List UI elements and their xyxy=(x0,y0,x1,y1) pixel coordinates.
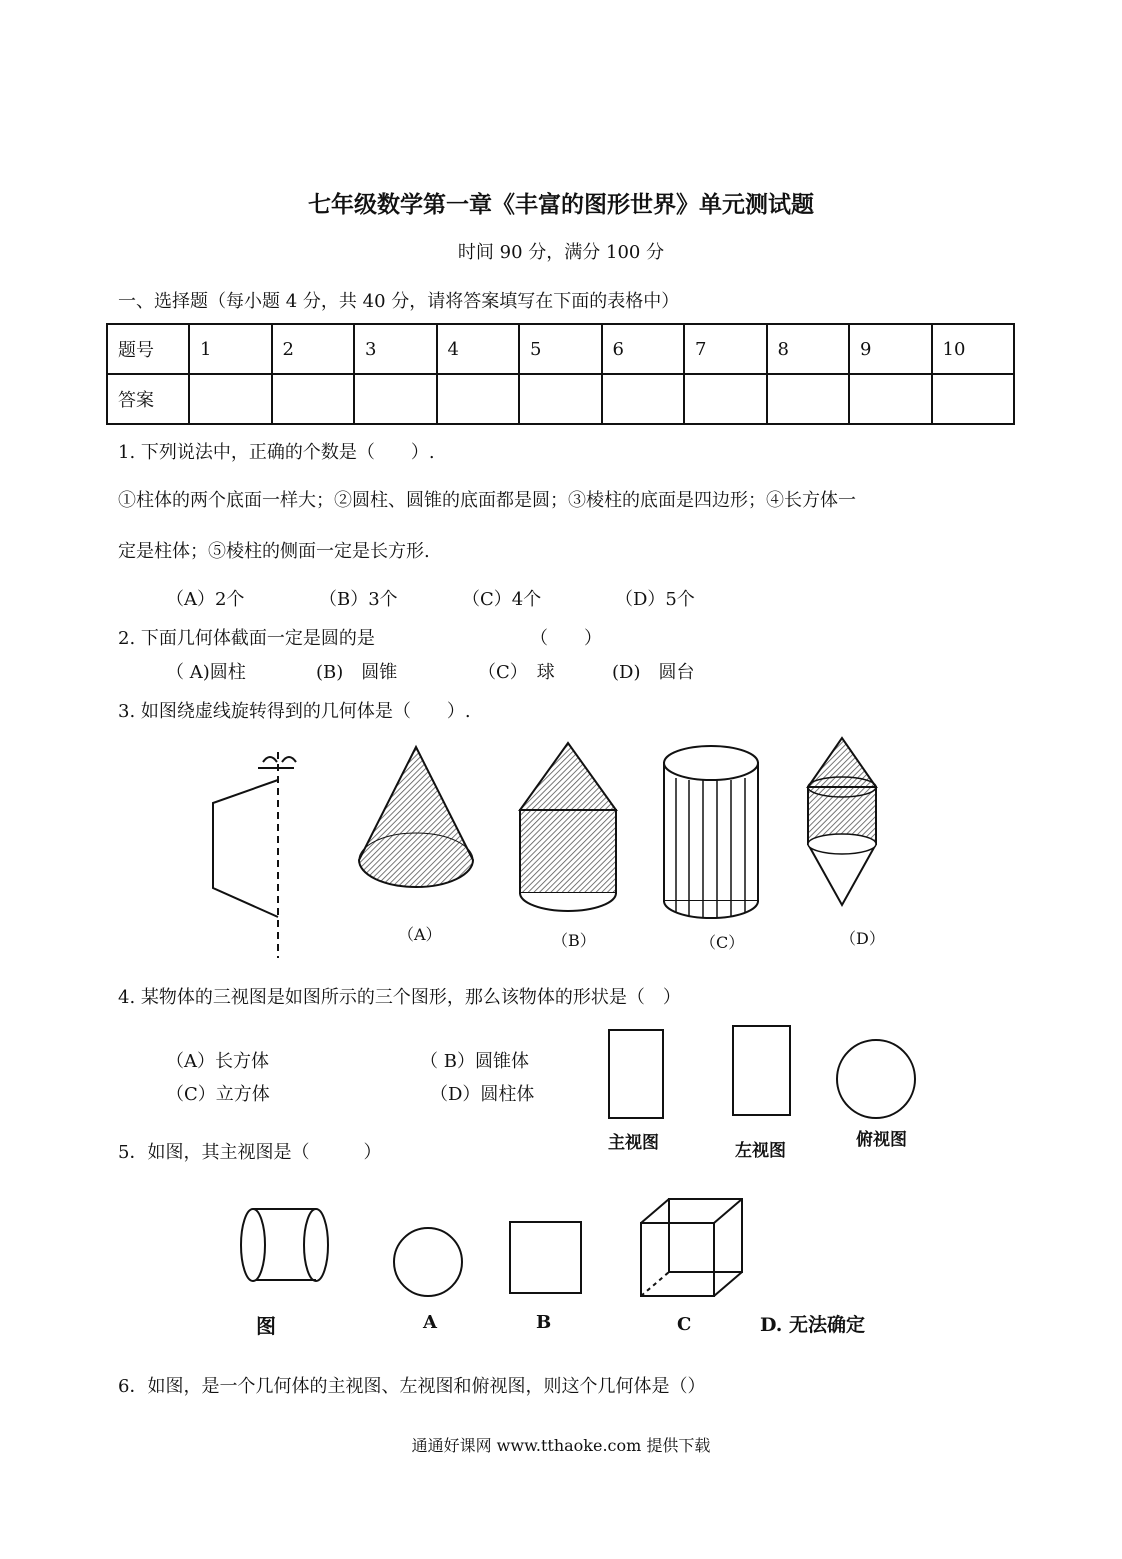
q4-option-c: （C）立方体 xyxy=(166,1084,270,1105)
q2-option-a: （ A)圆柱 xyxy=(166,662,246,683)
q2-option-d: (D) 圆台 xyxy=(612,662,695,683)
question-number: 4 xyxy=(437,324,520,374)
q2-answer-paren: （ ） xyxy=(530,628,602,649)
q3-caption-a: （A） xyxy=(398,925,442,944)
q1-option-c: （C）4个 xyxy=(462,589,542,610)
q5-label-a: A xyxy=(423,1312,437,1333)
question-number: 8 xyxy=(767,324,850,374)
page-title: 七年级数学第一章《丰富的图形世界》单元测试题 xyxy=(308,192,814,218)
row-header: 题号 xyxy=(107,324,189,374)
q5-label-c: C xyxy=(677,1314,692,1335)
q3-caption-c: （C） xyxy=(700,933,745,952)
q5-label-d: D. 无法确定 xyxy=(760,1314,866,1336)
q5-option-c-cube xyxy=(641,1199,742,1296)
q1-statements-line2: 定是柱体；⑤棱柱的侧面一定是长方形. xyxy=(118,541,430,562)
q4-option-b: （ B）圆锥体 xyxy=(420,1051,529,1072)
q1-stem: 1. 下列说法中，正确的个数是（ ）. xyxy=(118,442,435,463)
question-number: 2 xyxy=(272,324,355,374)
page-footer: 通通好课网 www.tthaoke.com 提供下载 xyxy=(411,1436,711,1455)
q1-option-d: （D）5个 xyxy=(615,589,695,610)
section-heading: 一、选择题（每小题 4 分，共 40 分，请将答案填写在下面的表格中） xyxy=(118,291,680,312)
q4-stem: 4. 某物体的三视图是如图所示的三个图形，那么该物体的形状是（ ） xyxy=(118,987,681,1008)
question-number: 7 xyxy=(684,324,767,374)
q1-statements-line1: ①柱体的两个底面一样大；②圆柱、圆锥的底面都是圆；③棱柱的底面是四边形；④长方体一 xyxy=(118,490,856,511)
q3-stem: 3. 如图绕虚线旋转得到的几何体是（ ）. xyxy=(118,701,471,722)
q1-option-a: （A）2个 xyxy=(166,589,245,610)
front-view-label: 主视图 xyxy=(608,1133,659,1153)
q5-label-b: B xyxy=(536,1312,552,1333)
q2-option-b: (B) 圆锥 xyxy=(316,662,398,683)
side-view-label: 左视图 xyxy=(735,1141,786,1161)
question-number: 1 xyxy=(189,324,272,374)
row-header: 答案 xyxy=(107,374,189,424)
q5-stem: 5．如图，其主视图是（ ） xyxy=(118,1142,382,1163)
question-number: 9 xyxy=(849,324,932,374)
question-number: 5 xyxy=(519,324,602,374)
question-number: 6 xyxy=(602,324,685,374)
question-number: 3 xyxy=(354,324,437,374)
q3-caption-b: （B） xyxy=(552,931,596,950)
q5-option-a-circle xyxy=(394,1228,462,1296)
question-number: 10 xyxy=(932,324,1015,374)
q4-option-d: （D）圆柱体 xyxy=(430,1084,535,1105)
q5-option-b-square xyxy=(510,1222,581,1293)
q2-stem: 2. 下面几何体截面一定是圆的是 xyxy=(118,628,375,649)
q3-caption-d: （D） xyxy=(840,929,885,948)
q4-option-a: （A）长方体 xyxy=(166,1051,269,1072)
q5-lying-cylinder xyxy=(241,1209,328,1281)
q2-option-c: （C） 球 xyxy=(478,662,555,683)
q1-option-b: （B）3个 xyxy=(319,589,398,610)
q6-stem: 6．如图，是一个几何体的主视图、左视图和俯视图，则这个几何体是（） xyxy=(118,1376,706,1397)
exam-info: 时间 90 分，满分 100 分 xyxy=(457,242,665,263)
top-view-label: 俯视图 xyxy=(856,1130,907,1150)
q5-figure-label: 图 xyxy=(256,1314,276,1338)
